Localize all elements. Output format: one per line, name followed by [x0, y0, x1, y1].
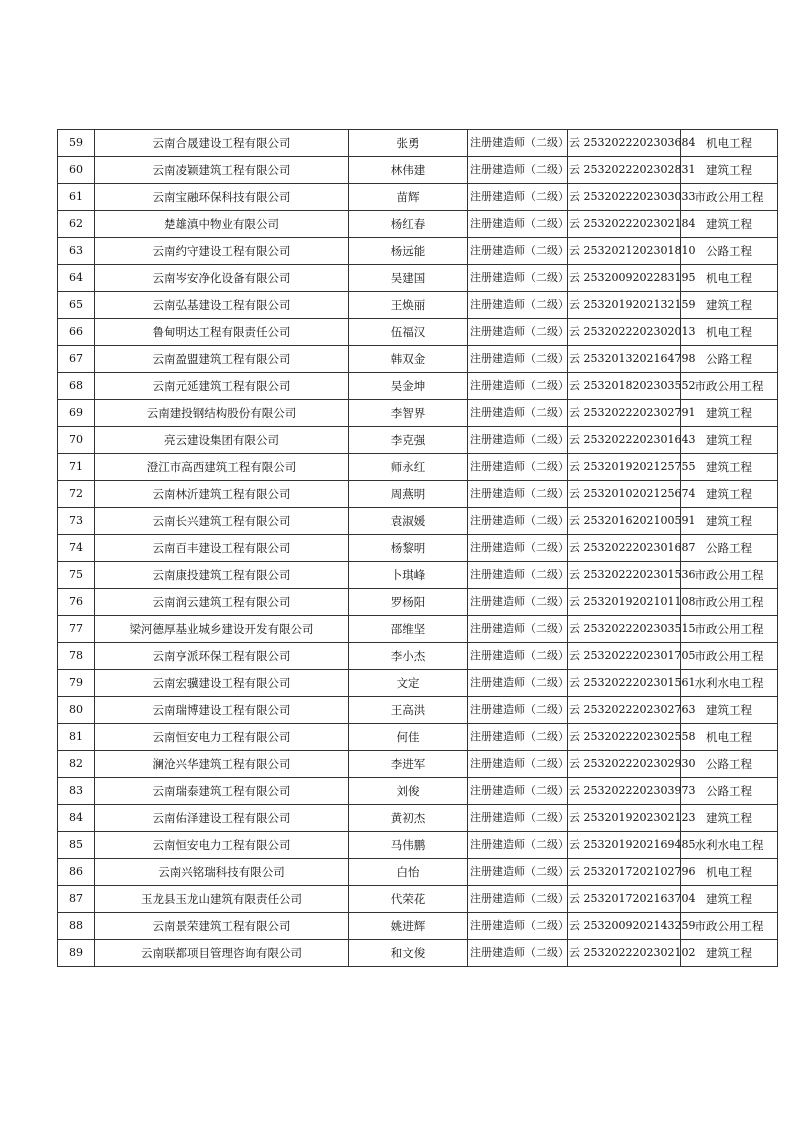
qualification: 注册建造师（二级） [468, 508, 568, 535]
certificate-number: 云 2532010202125674 [568, 481, 681, 508]
specialty: 市政公用工程 [681, 562, 778, 589]
person-name: 代荣花 [349, 886, 468, 913]
person-name: 张勇 [349, 130, 468, 157]
person-name: 王焕丽 [349, 292, 468, 319]
table-row [58, 292, 778, 319]
table-row [58, 373, 778, 400]
certificate-number: 云 2532022202303515 [568, 616, 681, 643]
table-row [58, 724, 778, 751]
table-row [58, 400, 778, 427]
qualification: 注册建造师（二级） [468, 211, 568, 238]
company-name: 澜沧兴华建筑工程有限公司 [95, 751, 349, 778]
company-name: 云南元延建筑工程有限公司 [95, 373, 349, 400]
table-row [58, 130, 778, 157]
specialty: 建筑工程 [681, 697, 778, 724]
certificate-number: 云 2532022202303033 [568, 184, 681, 211]
specialty: 建筑工程 [681, 805, 778, 832]
company-name: 云南合晟建设工程有限公司 [95, 130, 349, 157]
qualification: 注册建造师（二级） [468, 292, 568, 319]
table-row [58, 859, 778, 886]
table-row [58, 616, 778, 643]
person-name: 姚进辉 [349, 913, 468, 940]
qualification: 注册建造师（二级） [468, 130, 568, 157]
person-name: 李进军 [349, 751, 468, 778]
company-name: 云南百丰建设工程有限公司 [95, 535, 349, 562]
row-number: 82 [58, 751, 95, 778]
qualification: 注册建造师（二级） [468, 319, 568, 346]
certificate-number: 云 2532022202302013 [568, 319, 681, 346]
specialty: 建筑工程 [681, 940, 778, 967]
qualification: 注册建造师（二级） [468, 805, 568, 832]
specialty: 建筑工程 [681, 292, 778, 319]
table-row [58, 184, 778, 211]
company-name: 云南长兴建筑工程有限公司 [95, 508, 349, 535]
qualification: 注册建造师（二级） [468, 886, 568, 913]
company-name: 云南联都项目管理咨询有限公司 [95, 940, 349, 967]
specialty: 建筑工程 [681, 400, 778, 427]
table-row [58, 238, 778, 265]
row-number: 75 [58, 562, 95, 589]
specialty: 水利水电工程 [681, 670, 778, 697]
specialty: 机电工程 [681, 319, 778, 346]
person-name: 黄初杰 [349, 805, 468, 832]
company-name: 云南润云建筑工程有限公司 [95, 589, 349, 616]
company-name: 云南恒安电力工程有限公司 [95, 724, 349, 751]
specialty: 公路工程 [681, 751, 778, 778]
person-name: 吴建国 [349, 265, 468, 292]
row-number: 60 [58, 157, 95, 184]
qualification: 注册建造师（二级） [468, 184, 568, 211]
specialty: 机电工程 [681, 265, 778, 292]
company-name: 云南盈盟建筑工程有限公司 [95, 346, 349, 373]
company-name: 云南佑泽建设工程有限公司 [95, 805, 349, 832]
qualification: 注册建造师（二级） [468, 751, 568, 778]
qualification: 注册建造师（二级） [468, 670, 568, 697]
table-row [58, 670, 778, 697]
person-name: 周燕明 [349, 481, 468, 508]
table-row [58, 805, 778, 832]
table-row [58, 211, 778, 238]
certificate-number: 云 2532022202303973 [568, 778, 681, 805]
qualification: 注册建造师（二级） [468, 778, 568, 805]
specialty: 建筑工程 [681, 886, 778, 913]
row-number: 68 [58, 373, 95, 400]
certificate-number: 云 2532022202301536 [568, 562, 681, 589]
row-number: 85 [58, 832, 95, 859]
company-name: 玉龙县玉龙山建筑有限责任公司 [95, 886, 349, 913]
company-name: 云南弘基建设工程有限公司 [95, 292, 349, 319]
company-name: 云南约守建设工程有限公司 [95, 238, 349, 265]
row-number: 73 [58, 508, 95, 535]
row-number: 83 [58, 778, 95, 805]
row-number: 69 [58, 400, 95, 427]
table-row [58, 562, 778, 589]
row-number: 89 [58, 940, 95, 967]
specialty: 机电工程 [681, 130, 778, 157]
qualification: 注册建造师（二级） [468, 697, 568, 724]
specialty: 公路工程 [681, 778, 778, 805]
table-row [58, 886, 778, 913]
company-name: 云南建投钢结构股份有限公司 [95, 400, 349, 427]
certificate-number: 云 2532009202143259 [568, 913, 681, 940]
specialty: 机电工程 [681, 724, 778, 751]
specialty: 建筑工程 [681, 454, 778, 481]
table-row [58, 427, 778, 454]
row-number: 62 [58, 211, 95, 238]
qualification: 注册建造师（二级） [468, 157, 568, 184]
company-name: 云南恒安电力工程有限公司 [95, 832, 349, 859]
company-name: 澄江市高西建筑工程有限公司 [95, 454, 349, 481]
person-name: 刘俊 [349, 778, 468, 805]
specialty: 建筑工程 [681, 427, 778, 454]
row-number: 81 [58, 724, 95, 751]
qualification: 注册建造师（二级） [468, 427, 568, 454]
qualification: 注册建造师（二级） [468, 346, 568, 373]
person-name: 何佳 [349, 724, 468, 751]
qualification: 注册建造师（二级） [468, 859, 568, 886]
certificate-number: 云 2532022202301561 [568, 670, 681, 697]
specialty: 市政公用工程 [681, 373, 778, 400]
certificate-number: 云 2532018202303552 [568, 373, 681, 400]
qualification: 注册建造师（二级） [468, 562, 568, 589]
row-number: 79 [58, 670, 95, 697]
row-number: 74 [58, 535, 95, 562]
table-row [58, 643, 778, 670]
person-name: 文定 [349, 670, 468, 697]
company-name: 云南林沂建筑工程有限公司 [95, 481, 349, 508]
table-row [58, 913, 778, 940]
qualification: 注册建造师（二级） [468, 940, 568, 967]
specialty: 机电工程 [681, 859, 778, 886]
row-number: 84 [58, 805, 95, 832]
specialty: 市政公用工程 [681, 184, 778, 211]
company-name: 亮云建设集团有限公司 [95, 427, 349, 454]
specialty: 市政公用工程 [681, 589, 778, 616]
specialty: 建筑工程 [681, 508, 778, 535]
row-number: 80 [58, 697, 95, 724]
person-name: 马伟鹏 [349, 832, 468, 859]
row-number: 63 [58, 238, 95, 265]
certificate-number: 云 2532009202283195 [568, 265, 681, 292]
specialty: 建筑工程 [681, 481, 778, 508]
qualification: 注册建造师（二级） [468, 481, 568, 508]
qualification: 注册建造师（二级） [468, 373, 568, 400]
qualification: 注册建造师（二级） [468, 400, 568, 427]
specialty: 水利水电工程 [681, 832, 778, 859]
qualification: 注册建造师（二级） [468, 454, 568, 481]
row-number: 70 [58, 427, 95, 454]
certificate-number: 云 2532022202302184 [568, 211, 681, 238]
company-name: 云南凌颖建筑工程有限公司 [95, 157, 349, 184]
person-name: 杨黎明 [349, 535, 468, 562]
table-row [58, 454, 778, 481]
company-name: 云南宏骥建设工程有限公司 [95, 670, 349, 697]
person-name: 林伟建 [349, 157, 468, 184]
table-row [58, 481, 778, 508]
certificate-number: 云 2532021202301810 [568, 238, 681, 265]
person-name: 邵维坚 [349, 616, 468, 643]
company-name: 云南康投建筑工程有限公司 [95, 562, 349, 589]
person-name: 李智界 [349, 400, 468, 427]
qualification: 注册建造师（二级） [468, 535, 568, 562]
qualification: 注册建造师（二级） [468, 589, 568, 616]
row-number: 77 [58, 616, 95, 643]
certificate-number: 云 2532017202102796 [568, 859, 681, 886]
person-name: 白怡 [349, 859, 468, 886]
table-row [58, 940, 778, 967]
person-name: 吴金坤 [349, 373, 468, 400]
table-row [58, 508, 778, 535]
person-name: 卜琪峰 [349, 562, 468, 589]
row-number: 64 [58, 265, 95, 292]
certificate-number: 云 2532022202301643 [568, 427, 681, 454]
row-number: 86 [58, 859, 95, 886]
certificate-number: 云 2532019202125755 [568, 454, 681, 481]
certificate-number: 云 2532022202302558 [568, 724, 681, 751]
certificate-number: 云 2532022202302930 [568, 751, 681, 778]
person-name: 苗辉 [349, 184, 468, 211]
table-row [58, 346, 778, 373]
qualification: 注册建造师（二级） [468, 643, 568, 670]
qualification: 注册建造师（二级） [468, 913, 568, 940]
qualification: 注册建造师（二级） [468, 832, 568, 859]
company-name: 云南兴铭瑞科技有限公司 [95, 859, 349, 886]
certificate-number: 云 2532013202164798 [568, 346, 681, 373]
table-row [58, 535, 778, 562]
person-name: 袁淑媛 [349, 508, 468, 535]
certificate-number: 云 2532019202169485 [568, 832, 681, 859]
person-name: 师永红 [349, 454, 468, 481]
specialty: 公路工程 [681, 535, 778, 562]
company-name: 云南瑞泰建筑工程有限公司 [95, 778, 349, 805]
certificate-number: 云 2532022202302102 [568, 940, 681, 967]
row-number: 67 [58, 346, 95, 373]
row-number: 76 [58, 589, 95, 616]
table-row [58, 589, 778, 616]
row-number: 87 [58, 886, 95, 913]
table-row [58, 319, 778, 346]
qualification: 注册建造师（二级） [468, 616, 568, 643]
table-row [58, 778, 778, 805]
person-name: 和文俊 [349, 940, 468, 967]
row-number: 65 [58, 292, 95, 319]
company-name: 云南景荣建筑工程有限公司 [95, 913, 349, 940]
company-name: 云南岑安净化设备有限公司 [95, 265, 349, 292]
specialty: 建筑工程 [681, 157, 778, 184]
person-name: 韩双金 [349, 346, 468, 373]
company-name: 鲁甸明达工程有限责任公司 [95, 319, 349, 346]
certificate-number: 云 2532019202302123 [568, 805, 681, 832]
company-name: 楚雄滇中物业有限公司 [95, 211, 349, 238]
company-name: 云南亨派环保工程有限公司 [95, 643, 349, 670]
qualification: 注册建造师（二级） [468, 724, 568, 751]
certificate-number: 云 2532022202302791 [568, 400, 681, 427]
row-number: 78 [58, 643, 95, 670]
person-name: 杨红春 [349, 211, 468, 238]
row-number: 71 [58, 454, 95, 481]
specialty: 市政公用工程 [681, 643, 778, 670]
certificate-number: 云 2532016202100591 [568, 508, 681, 535]
row-number: 88 [58, 913, 95, 940]
company-name: 云南瑞博建设工程有限公司 [95, 697, 349, 724]
specialty: 市政公用工程 [681, 913, 778, 940]
table-body [58, 130, 778, 967]
person-name: 王高洪 [349, 697, 468, 724]
person-name: 伍福汉 [349, 319, 468, 346]
specialty: 公路工程 [681, 238, 778, 265]
person-name: 李小杰 [349, 643, 468, 670]
table-row [58, 157, 778, 184]
certificate-number: 云 2532019202101108 [568, 589, 681, 616]
specialty: 市政公用工程 [681, 616, 778, 643]
row-number: 59 [58, 130, 95, 157]
row-number: 72 [58, 481, 95, 508]
specialty: 公路工程 [681, 346, 778, 373]
row-number: 61 [58, 184, 95, 211]
certificate-number: 云 2532017202163704 [568, 886, 681, 913]
table-row [58, 697, 778, 724]
certificate-number: 云 2532022202301705 [568, 643, 681, 670]
table-row [58, 265, 778, 292]
certificate-number: 云 2532022202302763 [568, 697, 681, 724]
specialty: 建筑工程 [681, 211, 778, 238]
certificate-number: 云 2532022202301687 [568, 535, 681, 562]
person-name: 李克强 [349, 427, 468, 454]
registration-table [57, 129, 778, 967]
certificate-number: 云 2532022202303684 [568, 130, 681, 157]
row-number: 66 [58, 319, 95, 346]
certificate-number: 云 2532019202132159 [568, 292, 681, 319]
certificate-number: 云 2532022202302831 [568, 157, 681, 184]
qualification: 注册建造师（二级） [468, 265, 568, 292]
company-name: 云南宝融环保科技有限公司 [95, 184, 349, 211]
table-row [58, 832, 778, 859]
qualification: 注册建造师（二级） [468, 238, 568, 265]
table-row [58, 751, 778, 778]
company-name: 梁河德厚基业城乡建设开发有限公司 [95, 616, 349, 643]
person-name: 杨远能 [349, 238, 468, 265]
person-name: 罗杨阳 [349, 589, 468, 616]
